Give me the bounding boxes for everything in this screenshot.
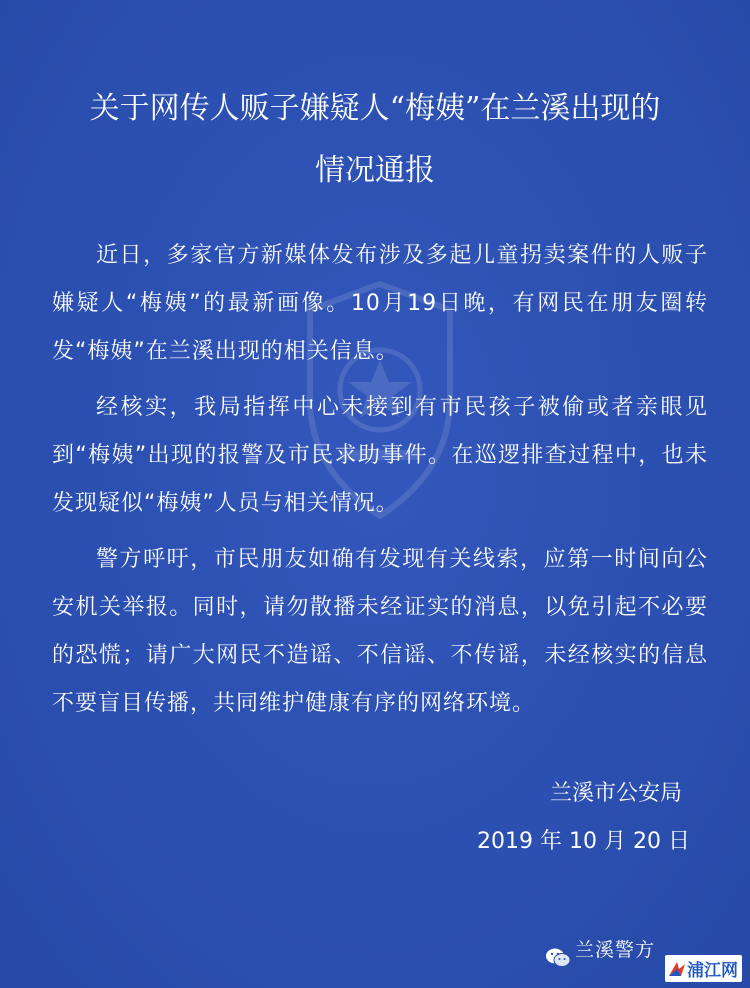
- footer-watermark: [545, 933, 742, 982]
- notice-title: [40, 78, 710, 202]
- signature-block: [477, 770, 690, 866]
- wechat-icon: [545, 947, 571, 969]
- signature-date: 2019 年 10 月 20 日: [477, 829, 690, 854]
- paragraph-3: 警方呼吁，市民朋友如确有发现有关线索，应第一时间向公安机关举报。同时，请勿散播未经证实的消息，以免引起不必要的恐慌；请广大网民不造谣、不信谣、不传谣，未经核实的信息不要盲目传播，共同维护健康有序的网络环境。: [52, 547, 708, 716]
- watermark-logo-text: 浦江网: [687, 961, 738, 981]
- watermark-logo: [665, 955, 742, 982]
- signature-org: 兰溪市公安局: [549, 781, 682, 806]
- pujiang-logo-icon: [667, 960, 687, 978]
- notice-body: [52, 232, 708, 736]
- account-name: 兰溪警方: [574, 939, 655, 961]
- title-line-2: 情况通报: [315, 153, 435, 188]
- paragraph-2: 经核实，我局指挥中心未接到有市民孩子被偷或者亲眼见到“梅姨”出现的报警及市民求助事件。在巡逻排查过程中，也未发现疑似“梅姨”人员与相关情况。: [52, 395, 708, 516]
- paragraph-1: 近日，多家官方新媒体发布涉及多起儿童拐卖案件的人贩子嫌疑人“梅姨”的最新画像。10月19日晚，有网民在朋友圈转发“梅姨”在兰溪出现的相关信息。: [52, 243, 708, 364]
- title-line-1: 关于网传人贩子嫌疑人“梅姨”在兰溪出现的: [89, 91, 661, 126]
